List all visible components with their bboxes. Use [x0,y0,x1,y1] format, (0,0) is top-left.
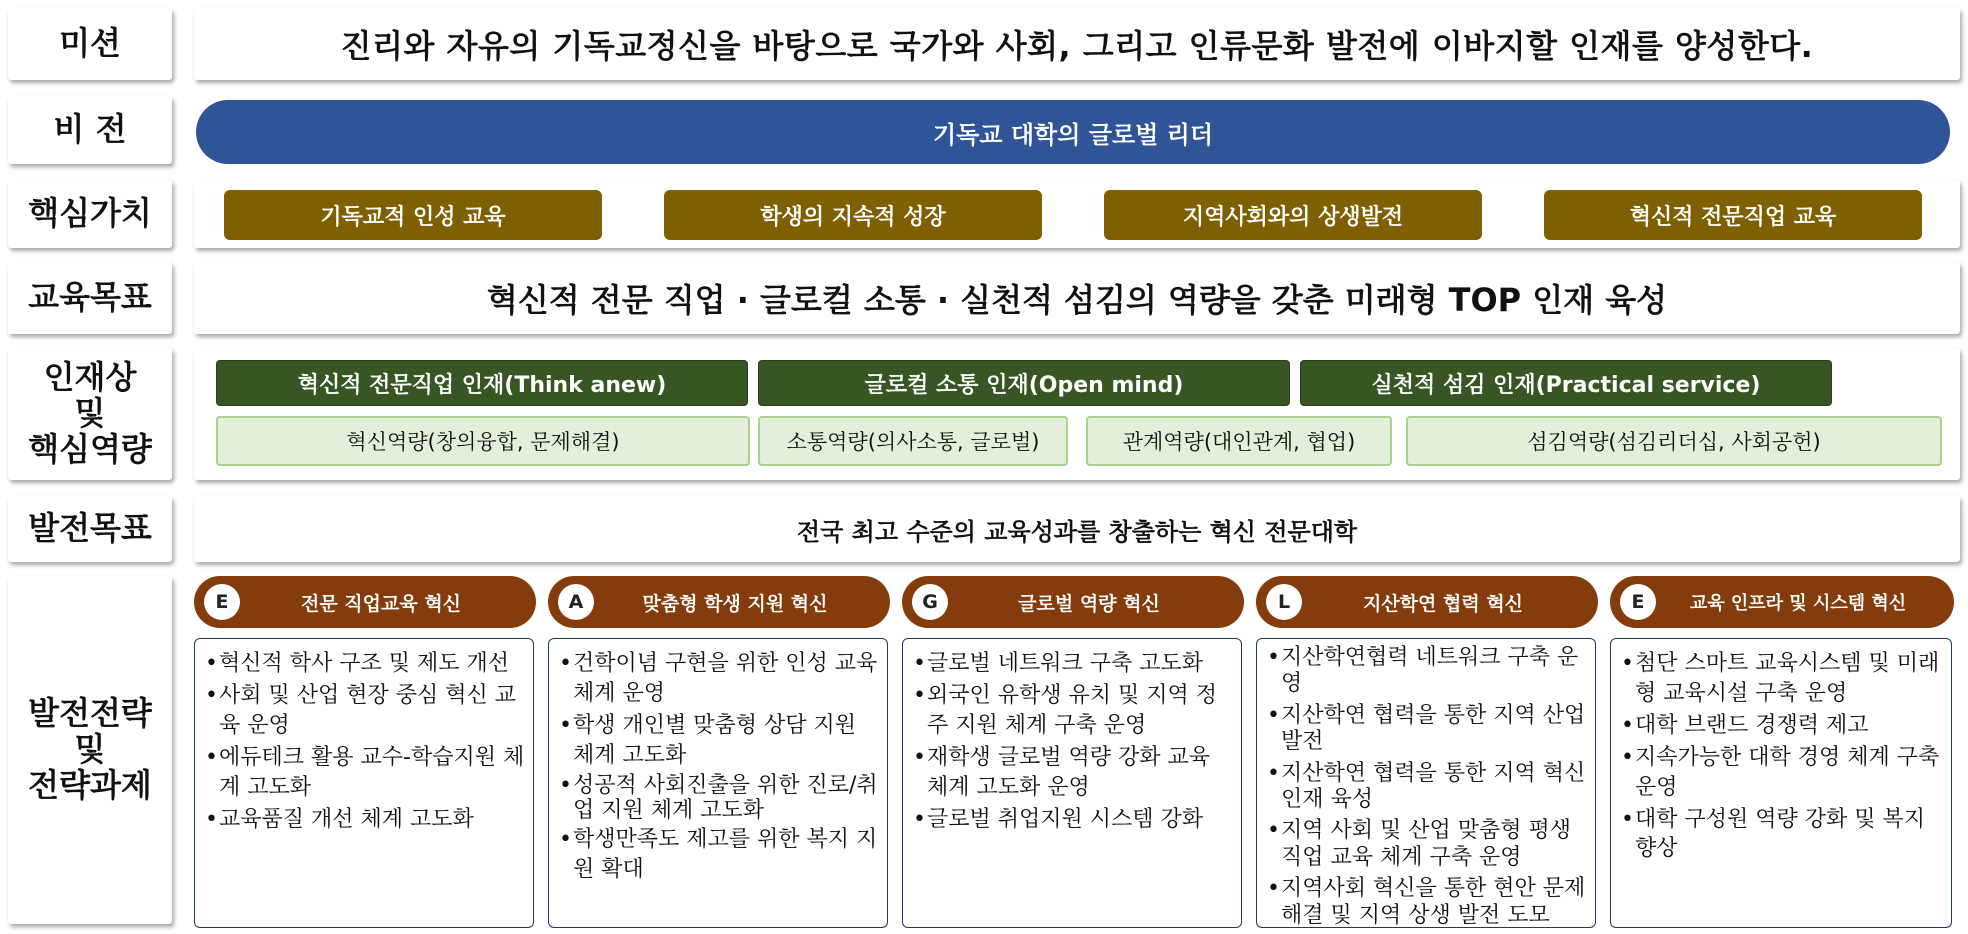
talent-group-2-title: 글로컬 소통 인재(Open mind) [758,360,1290,406]
vision-row [8,96,1960,168]
talent-group-3-title: 실천적 섬김 인재(Practical service) [1300,360,1832,406]
strategy-5-box [1610,638,1952,928]
core-value-1: 기독교적 인성 교육 [224,190,602,240]
strategy-1-item: • 사회 및 산업 현장 중심 혁신 교육 운영 [203,681,525,741]
talent-label-line1: 인재상 [43,358,137,397]
strategy-2-header [548,576,890,628]
talent-label-line3: 핵심역량 [28,429,152,468]
strategy-5-badge: E [1620,584,1656,620]
strategy-5-item: • 대학 구성원 역량 강화 및 복지 향상 [1619,805,1943,865]
strategy-3-box [902,638,1242,928]
vision-label: 비 전 [8,96,172,164]
talent-row [8,348,1960,480]
core-values-box [194,180,1960,248]
strategy-label [8,576,172,924]
talent-group-1-title: 혁신적 전문직업 인재(Think anew) [216,360,748,406]
dev-goal-row [8,496,1960,562]
strategy-5-item: • 첨단 스마트 교육시스템 및 미래형 교육시설 구축 운영 [1619,649,1943,709]
strategy-1-item: • 혁신적 학사 구조 및 제도 개선 [203,649,525,679]
strategy-5-item: • 대학 브랜드 경쟁력 제고 [1619,711,1943,741]
strategy-4-box [1256,638,1596,928]
core-value-4: 혁신적 전문직업 교육 [1544,190,1922,240]
strategy-2-item: • 건학이념 구현을 위한 인성 교육 체계 운영 [557,649,879,709]
strategy-1-box [194,638,534,928]
strategy-2-item: • 학생만족도 제고를 위한 복지 지원 확대 [557,825,879,885]
strategy-1-title: 전문 직업교육 혁신 [300,592,462,615]
mission-label: 미션 [8,8,172,80]
strategy-2-item: • 성공적 사회진출을 위한 진로/취업 지원 체계 고도화 [557,773,879,824]
competency-4: 섬김역량(섬김리더십, 사회공헌) [1406,416,1942,466]
strategy-4-item: • 지산학연협력 네트워크 구축 운영 [1265,645,1587,698]
strategy-3-item: • 외국인 유학생 유치 및 지역 정주 지원 체계 구축 운영 [911,681,1233,741]
strategy-4-item: • 지산학연 협력을 통한 지역 혁신 인재 육성 [1265,761,1587,814]
strategy-label-line3: 전략과제 [28,765,152,804]
strategy-1-header [194,576,536,628]
edu-goal-row [8,262,1960,334]
strategy-2-box [548,638,888,928]
dev-goal-text: 전국 최고 수준의 교육성과를 창출하는 혁신 전문대학 [194,496,1960,562]
strategy-1-item: • 교육품질 개선 체계 고도화 [203,805,525,835]
edu-goal-text: 혁신적 전문 직업 · 글로컬 소통 · 실천적 섬김의 역량을 갖춘 미래형 TOP 인재 육성 [194,262,1960,334]
core-values-row [8,180,1960,248]
strategy-label-line1: 발전전략 [28,694,152,733]
strategy-2-title: 맞춤형 학생 지원 혁신 [642,592,828,615]
strategy-2-item: • 학생 개인별 맞춤형 상담 지원 체계 고도화 [557,711,879,771]
strategy-3-badge: G [912,584,948,620]
talent-box [194,348,1960,480]
strategy-4-item: • 지역 사회 및 산업 맞춤형 평생직업 교육 체계 구축 운영 [1265,818,1587,871]
strategy-5-item: • 지속가능한 대학 경영 체계 구축 운영 [1619,743,1943,803]
competency-3: 관계역량(대인관계, 협업) [1086,416,1392,466]
strategy-row [8,576,1960,928]
strategy-1-badge: E [204,584,240,620]
strategy-5-header [1610,576,1954,628]
strategy-1-item: • 에듀테크 활용 교수-학습지원 체계 고도화 [203,743,525,803]
mission-row [8,8,1960,80]
strategy-3-item: • 글로벌 네트워크 구축 고도화 [911,649,1233,679]
core-value-3: 지역사회와의 상생발전 [1104,190,1482,240]
competency-1: 혁신역량(창의융합, 문제해결) [216,416,750,466]
strategy-4-item: • 지산학연 협력을 통한 지역 산업 발전 [1265,703,1587,756]
strategy-4-title: 지산학연 협력 혁신 [1362,592,1524,615]
talent-label [8,348,172,480]
strategy-4-item: • 지역사회 혁신을 통한 현안 문제 해결 및 지역 상생 발전 도모 [1265,876,1587,929]
strategy-4-header [1256,576,1598,628]
strategy-2-badge: A [558,584,594,620]
strategy-5-title: 교육 인프라 및 시스템 혁신 [1689,593,1907,614]
talent-label-line2: 및 [74,394,106,433]
strategy-3-item: • 글로벌 취업지원 시스템 강화 [911,805,1233,835]
competency-2: 소통역량(의사소통, 글로벌) [758,416,1068,466]
strategy-3-item: • 재학생 글로벌 역량 강화 교육 체계 고도화 운영 [911,743,1233,803]
mission-text: 진리와 자유의 기독교정신을 바탕으로 국가와 사회, 그리고 인류문화 발전에 이바지할 인재를 양성한다. [194,8,1960,80]
strategy-4-badge: L [1266,584,1302,620]
edu-goal-label: 교육목표 [8,262,172,334]
strategy-3-title: 글로벌 역량 혁신 [1018,592,1160,615]
core-value-2: 학생의 지속적 성장 [664,190,1042,240]
core-values-label: 핵심가치 [8,180,172,248]
dev-goal-label: 발전목표 [8,496,172,562]
strategy-3-header [902,576,1244,628]
vision-banner: 기독교 대학의 글로벌 리더 [196,100,1950,164]
strategy-label-line2: 및 [74,730,106,769]
